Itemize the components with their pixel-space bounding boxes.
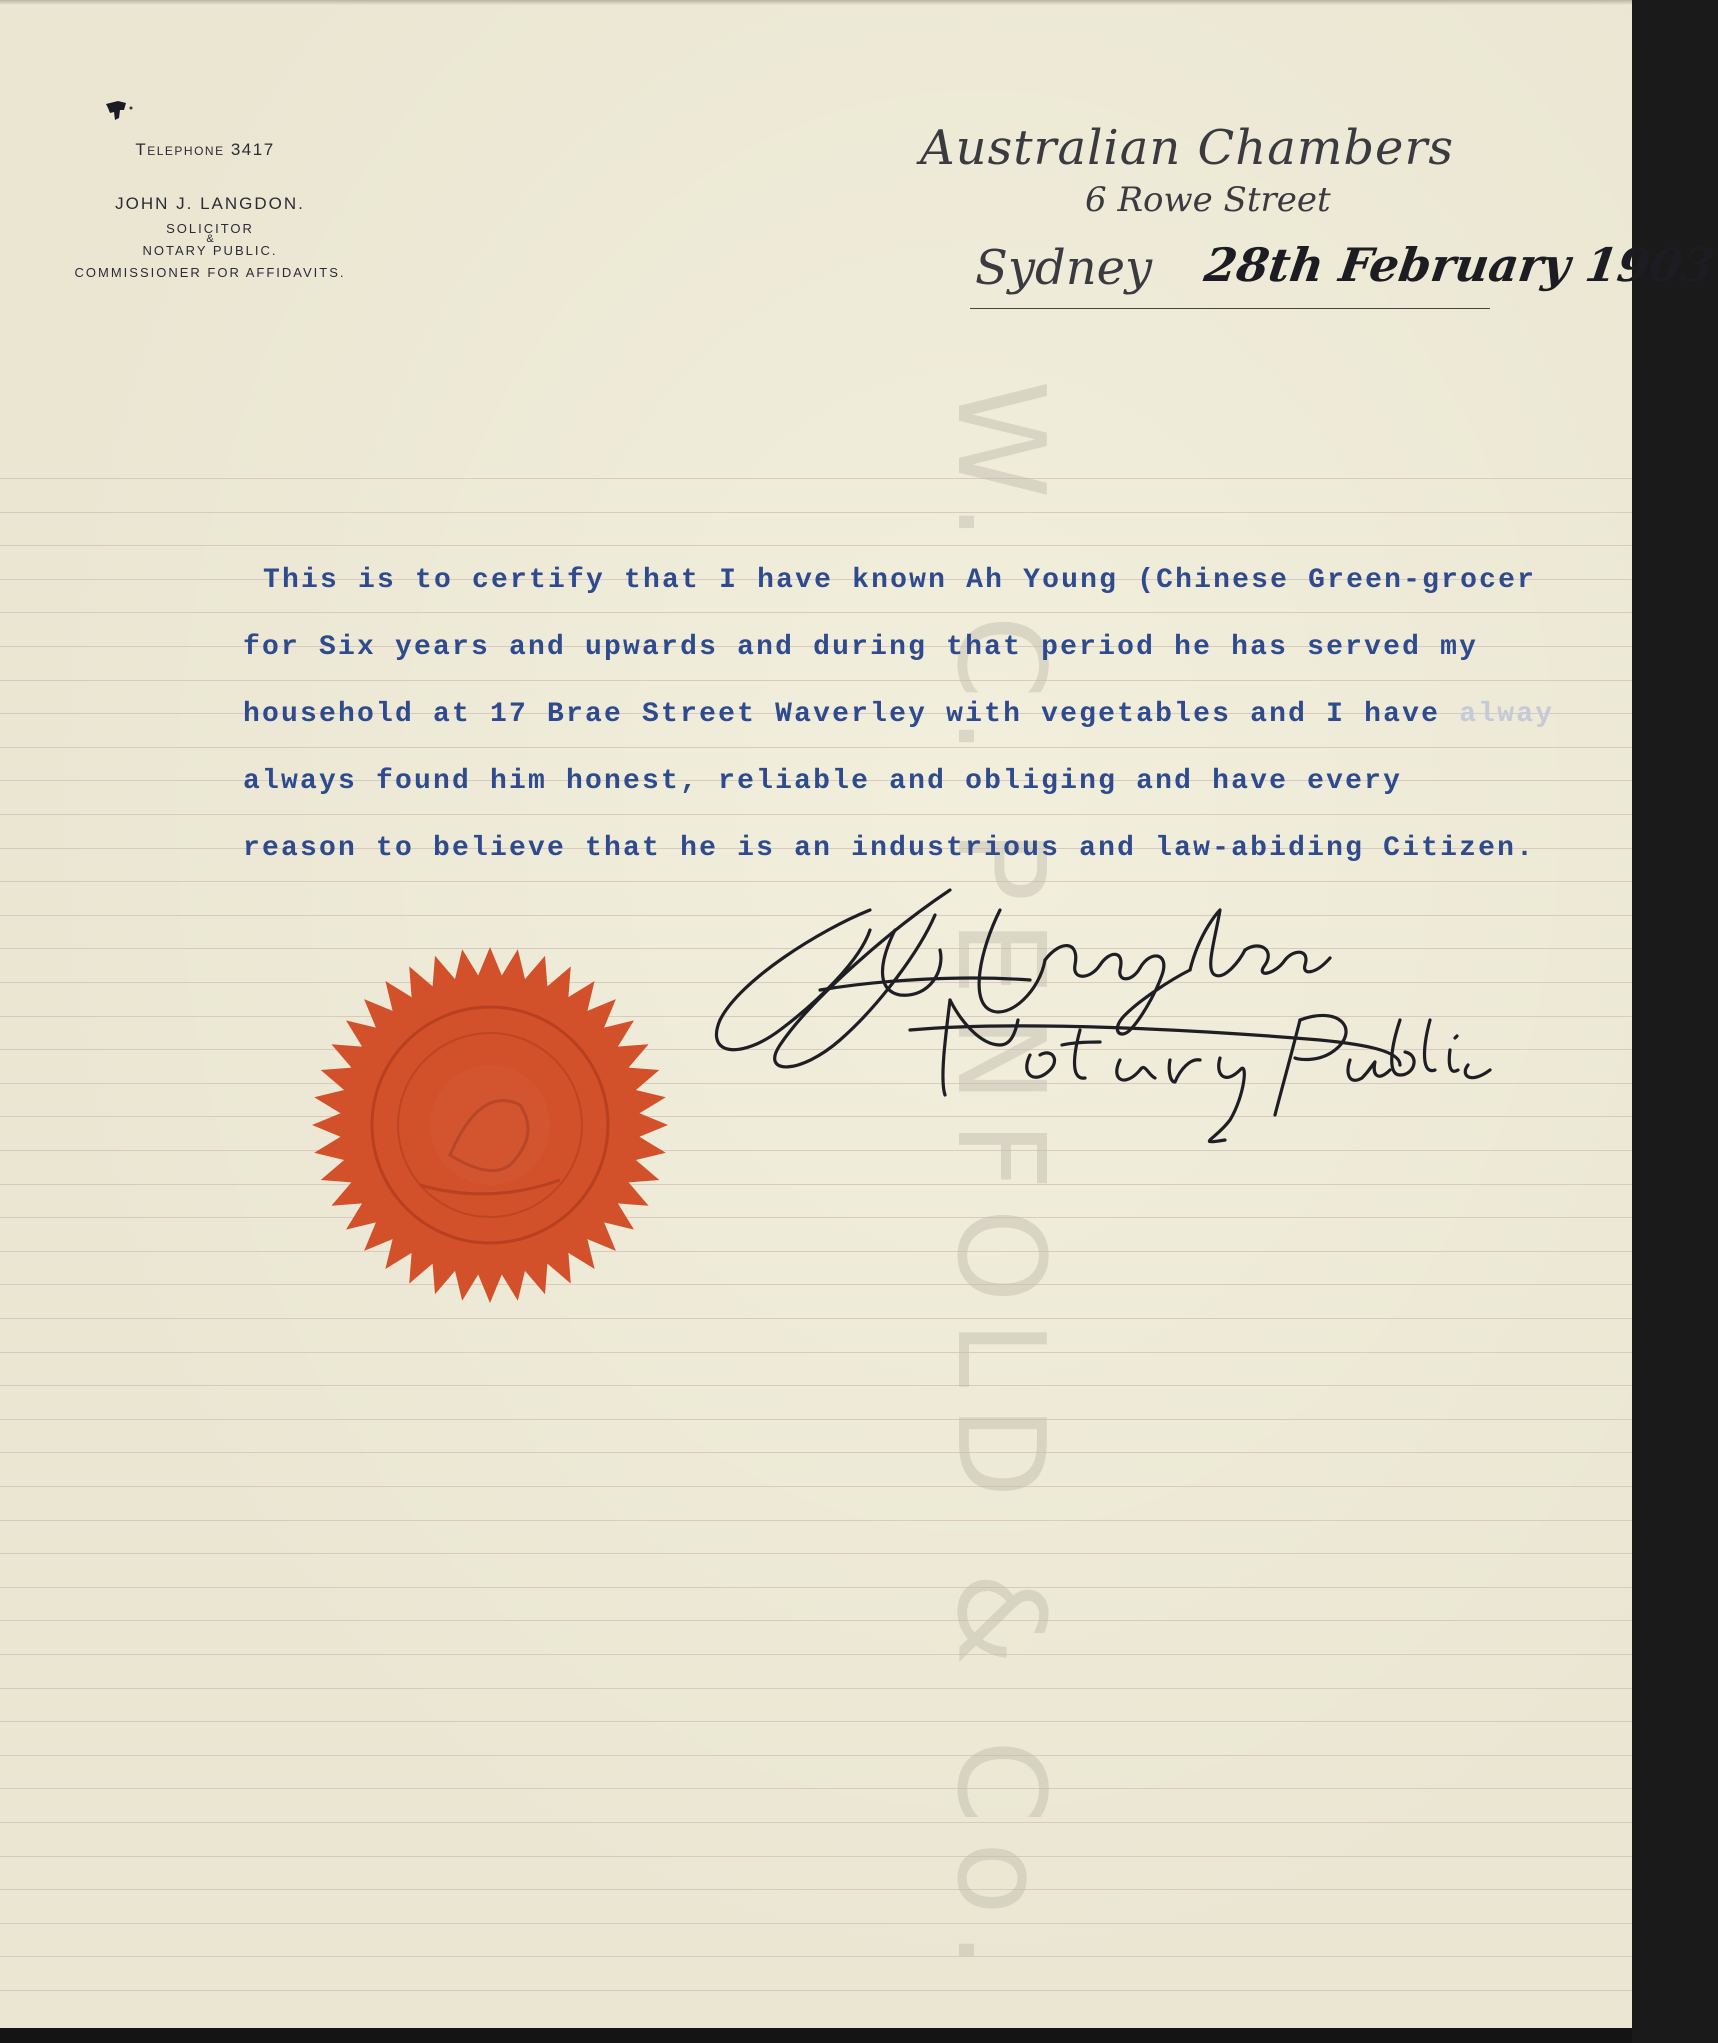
ruled-line — [0, 512, 1632, 513]
ruled-line — [0, 1923, 1632, 1924]
body-line-3 — [243, 699, 1554, 730]
telephone-label: Telephone — [135, 140, 225, 159]
ruled-line — [0, 1956, 1632, 1957]
title-notary: NOTARY PUBLIC. — [142, 243, 278, 258]
ruled-line — [0, 1755, 1632, 1756]
ruled-line — [0, 1587, 1632, 1588]
address-line-1: Australian Chambers — [920, 120, 1455, 176]
ruled-line — [0, 1217, 1632, 1218]
telephone-number: 3417 — [230, 140, 275, 159]
ruled-line — [0, 612, 1632, 613]
ruled-line — [0, 1788, 1632, 1789]
ruled-line — [0, 1520, 1632, 1521]
paper-top-edge — [0, 0, 1632, 5]
body-line-5: reason to believe that he is an industrious and law-abiding Citizen. — [243, 833, 1536, 864]
body-line-4: always found him honest, reliable and obliging and have every — [243, 766, 1403, 797]
solicitor-name: JOHN J. LANGDON. — [115, 194, 305, 213]
ruled-line — [0, 1856, 1632, 1857]
ruled-line — [0, 1654, 1632, 1655]
watermark: W. C. PENFOLD & Co. — [930, 380, 1069, 1988]
letter-date: 28th February 1903 — [1201, 238, 1718, 292]
ruled-line — [0, 1822, 1632, 1823]
title-commissioner: COMMISSIONER FOR AFFIDAVITS. — [74, 265, 346, 280]
scan-bottom-edge — [0, 2028, 1632, 2043]
ruled-line — [0, 1889, 1632, 1890]
letterhead — [60, 140, 360, 280]
ruled-line — [0, 1721, 1632, 1722]
signature — [700, 870, 1520, 1170]
ruled-line — [0, 1184, 1632, 1185]
ink-blot — [104, 98, 134, 124]
title-ampersand: & — [206, 233, 214, 245]
ruled-line — [0, 1452, 1632, 1453]
ruled-line — [0, 1688, 1632, 1689]
ruled-line — [0, 747, 1632, 748]
body-line-2: for Six years and upwards and during that period he has served my — [243, 632, 1479, 663]
ruled-line — [0, 1419, 1632, 1420]
ruled-line — [0, 1990, 1632, 1991]
ruled-line — [0, 1318, 1632, 1319]
body-line-3-text: household at 17 Brae Street Waverley with vegetables and I have — [243, 699, 1441, 730]
title-solicitor: SOLICITOR — [166, 221, 254, 236]
date-underline — [970, 308, 1490, 309]
body-line-1: This is to certify that I have known Ah Young (Chinese Green-grocer — [263, 565, 1537, 596]
ruled-line — [0, 1385, 1632, 1386]
telephone-line — [50, 140, 360, 160]
ruled-line — [0, 1486, 1632, 1487]
ruled-line — [0, 478, 1632, 479]
wax-seal — [300, 935, 680, 1315]
body-line-3-faint: alway — [1459, 699, 1555, 730]
ruled-line — [0, 1284, 1632, 1285]
ruled-line — [0, 1553, 1632, 1554]
ruled-line — [0, 814, 1632, 815]
ruled-line — [0, 1352, 1632, 1353]
ruled-line — [0, 545, 1632, 546]
ruled-line — [0, 1620, 1632, 1621]
ruled-line — [0, 680, 1632, 681]
address-city: Sydney — [975, 240, 1153, 296]
address-line-2: 6 Rowe Street — [1085, 180, 1331, 220]
ruled-line — [0, 1251, 1632, 1252]
